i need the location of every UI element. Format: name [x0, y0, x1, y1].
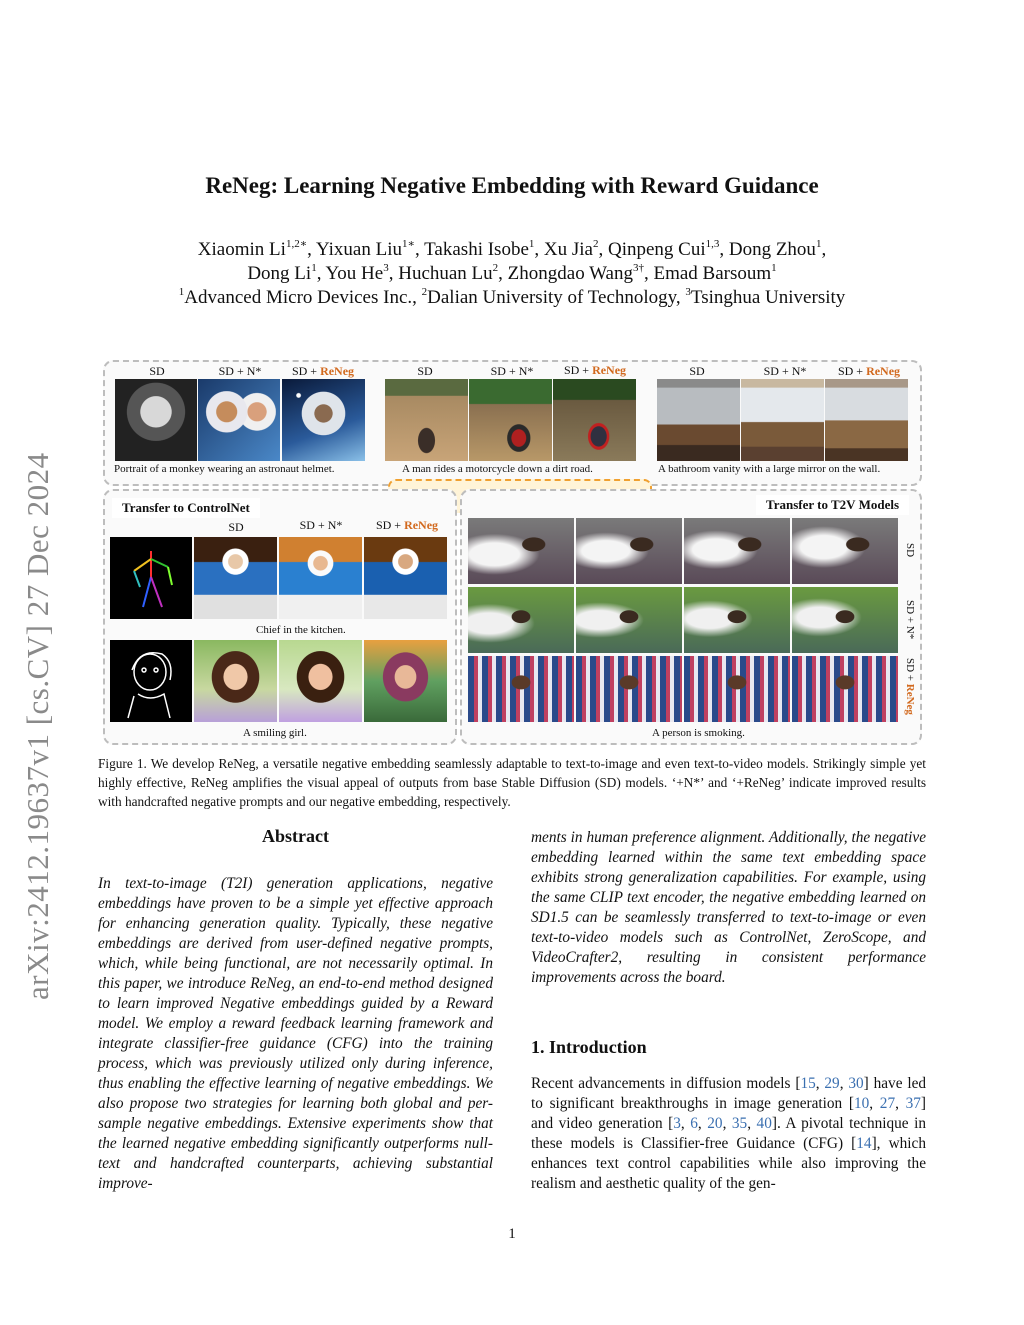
- monkey-sd-image: [115, 379, 197, 461]
- col-label-reneg: ReNeg: [592, 363, 627, 377]
- intro-text-run: ] have led to significant breakthroughs in image generation [: [531, 1075, 927, 1112]
- arxiv-identifier: arXiv:2412.19637v1 [cs.CV] 27 Dec 2024: [20, 452, 55, 1000]
- motorcycle-sd-image: [385, 379, 468, 461]
- author-affiliation-mark: 2: [492, 262, 499, 274]
- author-line-2: Dong Li$^1$, You He$^3$, Huchuan Lu$^2$, Zhongdao Wang$^{3\dagger}$, Emad Barsoum$^1$: [247, 262, 777, 284]
- intro-text-run: ,: [815, 1075, 825, 1092]
- girl-reneg-image: [364, 640, 447, 722]
- pose-control-image: [110, 537, 192, 619]
- row-label-prefix: SD +: [904, 658, 916, 684]
- author-affiliation-mark: 2: [592, 238, 599, 250]
- col-label-prefix: SD +: [563, 363, 593, 377]
- col-label-sd: SD: [149, 364, 165, 378]
- page-number: 1: [508, 1226, 516, 1242]
- author-name: Emad Barsoum: [653, 263, 772, 284]
- author-name: Xu Jia: [543, 239, 593, 260]
- citation-link[interactable]: 37: [905, 1095, 921, 1112]
- author-affiliation-mark: 1∗: [402, 238, 415, 250]
- author-name: Xiaomin Li: [197, 239, 286, 260]
- col-label-sd-reneg: [283, 364, 363, 379]
- chef-reneg-image: [364, 537, 447, 619]
- author-name: Huchuan Lu: [398, 263, 493, 284]
- author-name: Yixuan Liu: [315, 239, 402, 260]
- citation-link[interactable]: 6: [690, 1115, 698, 1132]
- col-label-sd-n: SD + N*: [490, 364, 534, 378]
- affiliation-mark: 1: [178, 286, 185, 298]
- author-name: You He: [325, 263, 384, 284]
- citation-link[interactable]: 3: [673, 1115, 681, 1132]
- author-name: Qinpeng Cui: [607, 239, 706, 260]
- monkey-sd-n-image: [198, 379, 280, 461]
- chef-sd-n-image: [279, 537, 362, 619]
- author-affiliation-mark: 3: [383, 262, 389, 274]
- citation-link[interactable]: 35: [731, 1115, 748, 1132]
- smoking-sd-frame-2: [576, 518, 682, 584]
- intro-text-run: ,: [680, 1115, 691, 1132]
- caption-chef: Chief in the kitchen.: [256, 624, 346, 636]
- row-label-sd-reneg: [904, 658, 916, 715]
- introduction-text: [531, 1074, 926, 1194]
- smoking-reneg-frame-2: [576, 656, 682, 722]
- motorcycle-sd-n-image: [469, 379, 552, 461]
- affiliation-mark: 2: [421, 286, 428, 298]
- citation-link[interactable]: 10: [853, 1095, 870, 1112]
- intro-text-run: ,: [895, 1095, 906, 1112]
- girl-sd-image: [194, 640, 277, 722]
- caption-girl: A smiling girl.: [243, 727, 307, 739]
- col-label-sd-n: SD + N*: [218, 364, 262, 378]
- col-label-prefix: SD +: [375, 518, 405, 532]
- figure-caption: Figure 1. We develop ReNeg, a versatile negative embedding seamlessly adaptable to text-to-image and even text-to-video models. Strikingly simple yet highly effective, ReNeg amplifies the visual appeal of outputs from base Stable Diffusion (SD) models. ‘+N*’ and ‘+ReNeg’ indicate improved results with handcrafted negative prompts and our negative embedding, respectively.: [98, 756, 926, 809]
- edge-control-image: [110, 640, 192, 722]
- controlnet-title: Transfer to ControlNet: [112, 498, 260, 518]
- girl-sd-n-image: [279, 640, 362, 722]
- intro-text-run: ,: [697, 1115, 708, 1132]
- col-label-reneg: ReNeg: [320, 364, 355, 378]
- abstract-heading: Abstract: [262, 826, 329, 846]
- author-affiliation-mark: 1: [311, 262, 317, 274]
- intro-text-run: ,: [839, 1075, 849, 1092]
- bathroom-sd-image: [657, 379, 740, 461]
- citation-link[interactable]: 29: [824, 1075, 840, 1092]
- col-label-sd: SD: [228, 520, 244, 534]
- chef-sd-image: [194, 537, 277, 619]
- col-label-sd-n: SD + N*: [763, 364, 807, 378]
- col-label-sd: SD: [417, 364, 433, 378]
- author-name: Dong Li: [247, 263, 312, 284]
- citation-link[interactable]: 30: [848, 1075, 864, 1092]
- row-label-sd: SD: [904, 543, 916, 558]
- smoking-sd-n-frame-2: [576, 587, 682, 653]
- abstract-text-right: ments in human preference alignment. Additionally, the negative embedding learned within the same text embedding space exhibits strong generalization capabilities. For example, using the same CLIP text encoder, the negative embedding learned on SD1.5 can be seamlessly transferred to text-to-image or even text-to-video models such as ControlNet, ZeroScope, and VideoCrafter2, resulting in consistent performance improvements across the board.: [531, 829, 926, 986]
- caption-bathroom: A bathroom vanity with a large mirror on the wall.: [658, 463, 881, 475]
- author-affiliation-mark: 1: [528, 238, 535, 250]
- author-name: Takashi Isobe: [424, 239, 529, 260]
- smoking-sd-frame-4: [792, 518, 898, 584]
- row-label-sd-n: SD + N*: [904, 600, 916, 640]
- citation-link[interactable]: 14: [856, 1135, 872, 1152]
- col-label-sd-reneg: [829, 364, 909, 379]
- motorcycle-reneg-image: [553, 379, 636, 461]
- col-label-prefix: SD +: [837, 364, 867, 378]
- affiliation-name: Tsinghua University: [690, 287, 846, 308]
- smoking-reneg-frame-3: [684, 656, 790, 722]
- intro-text-run: ,: [747, 1115, 757, 1132]
- author-block: [0, 238, 1024, 310]
- intro-text-run: ], which enhances text control capabilities while also improving the realism and aesthetic quality of the gen-: [531, 1135, 926, 1192]
- col-label-reneg: ReNeg: [866, 364, 901, 378]
- citation-link[interactable]: 20: [707, 1115, 723, 1132]
- caption-motorcycle: A man rides a motorcycle down a dirt road.: [402, 463, 593, 475]
- smoking-sd-frame-1: [468, 518, 574, 584]
- smoking-reneg-frame-1: [468, 656, 574, 722]
- paper-title: ReNeg: Learning Negative Embedding with Reward Guidance: [205, 173, 819, 198]
- affiliation-mark: 3: [685, 286, 691, 298]
- author-affiliation-mark: 1,3: [705, 238, 720, 250]
- author-name: Dong Zhou: [728, 239, 816, 260]
- monkey-reneg-image: [282, 379, 365, 461]
- author-affiliation-mark: 1,2∗: [285, 238, 308, 250]
- author-affiliation-mark: 3†: [632, 262, 644, 274]
- col-label-reneg: ReNeg: [404, 518, 439, 532]
- citation-link[interactable]: 15: [800, 1075, 816, 1092]
- affiliation-name: Advanced Micro Devices Inc.: [184, 287, 413, 308]
- bathroom-sd-n-image: [741, 379, 824, 461]
- intro-text-run: Recent advancements in diffusion models [: [531, 1075, 801, 1092]
- col-label-sd: SD: [689, 364, 705, 378]
- introduction-heading: 1. Introduction: [531, 1037, 647, 1057]
- author-line-1: Xiaomin $Li^{1,2∗}$, Yixuan Liu$^{1∗}$, Takashi Isobe$^1$, Xu Jia$^2$, Qinpeng Cui$^{1,3}$, Dong Zhou$^1$,: [197, 238, 827, 260]
- citation-link[interactable]: 27: [879, 1095, 896, 1112]
- col-label-prefix: SD +: [291, 364, 321, 378]
- abstract-text-left: In text-to-image (T2I) generation applications, negative embeddings have proven to be a simple yet effective approach for enhancing generation quality. Typically, these negative embeddings are derived from user-defined negative prompts, which, while being functional, are not necessarily optimal. In this paper, we introduce ReNeg, an end-to-end method designed to learn improved Negative embeddings guided by a Reward model. We employ a reward feedback learning framework and integrate classifier-free guidance (CFG) into the training process, which was previously utilized only during inference, thus enabling the effective learning of negative embeddings. We also propose two strategies for learning both global and per-sample negative embeddings. Extensive experiments show that the learned negative embedding significantly outperforms null-text and handcrafted counterparts, achieving substantial improve-: [98, 875, 493, 1192]
- caption-smoking: A person is smoking.: [652, 727, 745, 739]
- affiliation-name: Dalian University of Technology: [427, 287, 676, 308]
- author-affiliation-mark: 1: [771, 262, 777, 274]
- smoking-sd-n-frame-3: [684, 587, 790, 653]
- smoking-sd-n-frame-1: [468, 587, 574, 653]
- col-label-sd-n: SD + N*: [299, 518, 343, 532]
- intro-text-run: ] and video generation [: [531, 1095, 927, 1132]
- caption-monkey: Portrait of a monkey wearing an astronaut helmet.: [114, 463, 335, 475]
- smoking-sd-n-frame-4: [792, 587, 898, 653]
- smoking-reneg-frame-4: [792, 656, 898, 722]
- citation-link[interactable]: 40: [756, 1115, 772, 1132]
- author-name: Zhongdao Wang: [507, 263, 633, 284]
- row-label-reneg: ReNeg: [904, 683, 916, 715]
- col-label-sd-reneg: [555, 363, 635, 378]
- t2v-title: Transfer to T2V Models: [756, 495, 909, 515]
- smoking-sd-frame-3: [684, 518, 790, 584]
- intro-text-run: ,: [722, 1115, 732, 1132]
- intro-text-run: ,: [869, 1095, 880, 1112]
- intro-text-run: ]. A pivotal technique in these models is Classifier-free Guidance (CFG) [: [531, 1115, 927, 1152]
- affiliations: $^1$Advanced Micro Devices Inc., $^2$Dalian University of Technology, $^3$Tsinghua University: [178, 286, 846, 308]
- author-affiliation-mark: 1: [815, 238, 822, 250]
- col-label-sd-reneg: [367, 518, 447, 533]
- bathroom-reneg-image: [825, 379, 908, 461]
